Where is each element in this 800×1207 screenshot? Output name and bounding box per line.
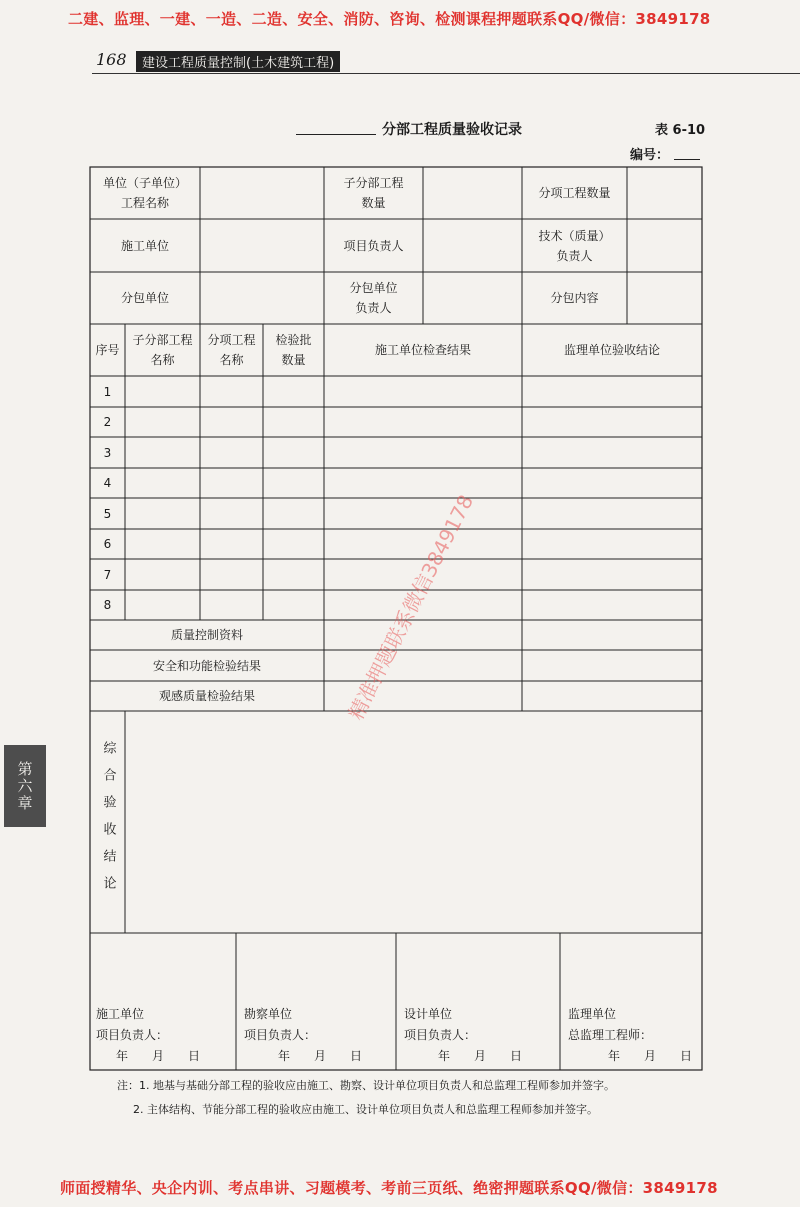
col-sub-division-name: 子分部工程 名称 (132, 333, 193, 367)
unit-name-label: 单位（子单位） 工程名称 (102, 176, 187, 210)
signature-person: 项目负责人： (244, 1028, 317, 1042)
col-contractor-result: 施工单位检查结果 (374, 343, 471, 357)
signature-date: 年 月 日 (608, 1049, 693, 1063)
subcontract-content-value[interactable] (627, 272, 702, 324)
row-number: 8 (103, 598, 112, 612)
col-seq: 序号 (95, 343, 120, 357)
signature-person: 总监理工程师： (568, 1028, 653, 1042)
unit-name-value[interactable] (200, 167, 324, 219)
row-number: 2 (103, 415, 112, 429)
col-supervisor-conclusion: 监理单位验收结论 (563, 343, 660, 357)
signature-unit: 勘察单位 (244, 1007, 293, 1021)
subcontract-content-label: 分包内容 (550, 291, 599, 305)
signature-unit: 施工单位 (96, 1007, 145, 1021)
quality-control-data-label: 质量控制资料 (170, 628, 243, 642)
construction-unit-value[interactable] (200, 219, 324, 272)
top-banner: 二建、监理、一建、一造、二造、安全、消防、咨询、检测课程押题联系QQ/微信：3849178 (68, 10, 711, 28)
col-batch-count: 检验批 数量 (275, 333, 312, 367)
construction-unit-label: 施工单位 (120, 238, 169, 253)
col-sub-item-name: 分项工程 名称 (207, 333, 256, 367)
row-number: 5 (103, 506, 112, 521)
bottom-banner: 师面授精华、央企内训、考点串讲、习题模考、考前三页纸、绝密押题联系QQ/微信：3849178 (60, 1179, 718, 1197)
signature-unit: 监理单位 (568, 1007, 617, 1021)
signature-unit: 设计单位 (404, 1007, 453, 1021)
note-1: 注：1. 地基与基础分部工程的验收应由施工、勘察、设计单位项目负责人和总监理工程师参加并签字。 (117, 1079, 615, 1092)
book-title: 建设工程质量控制(土木建筑工程) (136, 51, 340, 72)
table-number: 表 6-10 (655, 123, 706, 138)
sub-division-count-value[interactable] (423, 167, 522, 219)
sub-item-count-label: 分项工程数量 (538, 186, 611, 200)
signature-date: 年 月 日 (116, 1049, 201, 1063)
signature-block-survey (244, 1004, 362, 1067)
signature-date: 年 月 日 (278, 1049, 363, 1063)
subcontractor-value[interactable] (200, 272, 324, 324)
project-manager-value[interactable] (423, 219, 522, 272)
page-number: 168 (96, 50, 127, 69)
sub-division-count-label: 子分部工程 数量 (343, 176, 404, 210)
tech-manager-value[interactable] (627, 219, 702, 272)
safety-function-result-label: 安全和功能检验结果 (152, 658, 261, 673)
watermark: 精准押题联系微信3849178 (343, 490, 479, 724)
row-number: 1 (103, 384, 112, 399)
signature-person: 项目负责人： (96, 1028, 169, 1042)
signature-block-design (404, 1004, 522, 1067)
serial-label: 编号： (630, 148, 670, 163)
row-number: 4 (103, 476, 112, 490)
signature-person: 项目负责人： (404, 1028, 477, 1042)
row-number: 3 (103, 445, 112, 460)
appearance-quality-result-label: 观感质量检验结果 (158, 689, 255, 703)
signature-block-supervision (568, 1004, 692, 1067)
row-number: 6 (103, 537, 112, 551)
form-title: 分部工程质量验收记录 (382, 122, 522, 138)
sub-item-count-value[interactable] (627, 167, 702, 219)
row-number: 7 (103, 567, 112, 582)
subcontractor-manager-value[interactable] (423, 272, 522, 324)
signature-block-construction (96, 1004, 200, 1067)
subcontractor-manager-label: 分包单位 负责人 (349, 281, 398, 315)
project-manager-label: 项目负责人 (343, 238, 404, 253)
signature-date: 年 月 日 (438, 1049, 523, 1063)
tech-manager-label: 技术（质量） 负责人 (538, 228, 611, 263)
note-2: 2. 主体结构、节能分部工程的验收应由施工、设计单位项目负责人和总监理工程师参加并签字。 (133, 1103, 598, 1116)
subcontractor-label: 分包单位 (120, 291, 169, 305)
comprehensive-conclusion-field[interactable] (126, 712, 701, 932)
chapter-tab: 第六章 (4, 745, 46, 827)
comprehensive-conclusion-label: 综合验收结论 (100, 741, 116, 903)
